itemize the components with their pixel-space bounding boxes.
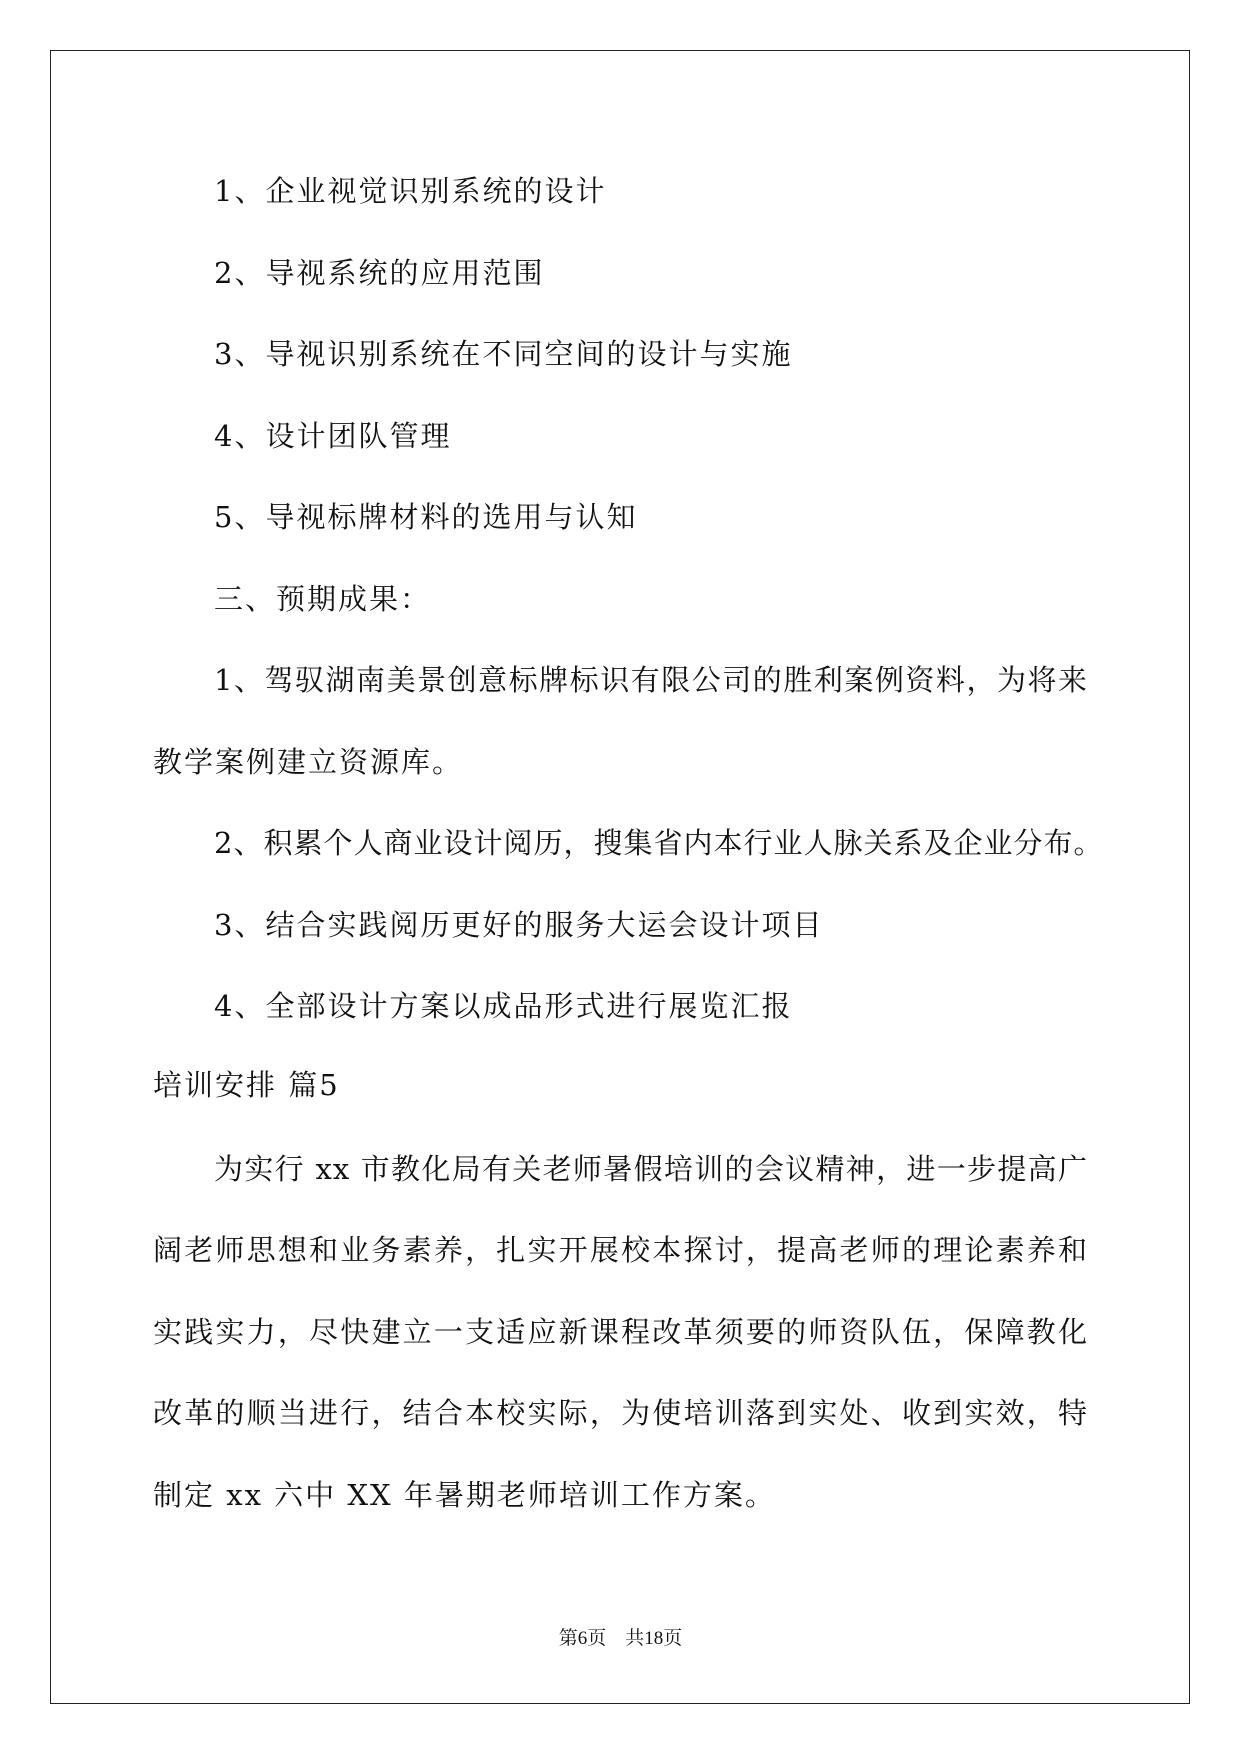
section-heading: 三、预期成果： bbox=[214, 582, 432, 616]
article-title: 培训安排 篇5 bbox=[153, 1068, 340, 1102]
outcome-item-3: 3、结合实践阅历更好的服务大运会设计项目 bbox=[214, 908, 824, 942]
list-item-4: 4、设计团队管理 bbox=[214, 419, 452, 453]
outcome-item-1-line-1: 1、驾驭湖南美景创意标牌标识有限公司的胜利案例资料，为将来 bbox=[214, 663, 1088, 697]
paragraph-line-4: 改革的顺当进行，结合本校实际，为使培训落到实处、收到实效，特 bbox=[153, 1396, 1088, 1430]
list-item-5: 5、导视标牌材料的选用与认知 bbox=[214, 500, 638, 534]
paragraph-line-3: 实践实力，尽快建立一支适应新课程改革须要的师资队伍，保障教化 bbox=[153, 1315, 1088, 1349]
paragraph-line-5: 制定 xx 六中 XX 年暑期老师培训工作方案。 bbox=[153, 1478, 776, 1512]
outcome-item-4: 4、全部设计方案以成品形式进行展览汇报 bbox=[214, 989, 793, 1023]
paragraph-line-2: 阔老师思想和业务素养，扎实开展校本探讨，提高老师的理论素养和 bbox=[153, 1233, 1088, 1267]
list-item-1: 1、企业视觉识别系统的设计 bbox=[214, 174, 607, 208]
list-item-2: 2、导视系统的应用范围 bbox=[214, 256, 545, 290]
page-border bbox=[50, 50, 1190, 1704]
paragraph-line-1: 为实行 xx 市教化局有关老师暑假培训的会议精神，进一步提高广 bbox=[214, 1152, 1088, 1186]
list-item-3: 3、导视识别系统在不同空间的设计与实施 bbox=[214, 337, 793, 371]
outcome-item-2: 2、积累个人商业设计阅历，搜集省内本行业人脉关系及企业分布。 bbox=[214, 826, 1104, 860]
outcome-item-1-line-2: 教学案例建立资源库。 bbox=[153, 745, 464, 779]
page-number-footer: 第6页 共18页 bbox=[558, 1628, 683, 1649]
